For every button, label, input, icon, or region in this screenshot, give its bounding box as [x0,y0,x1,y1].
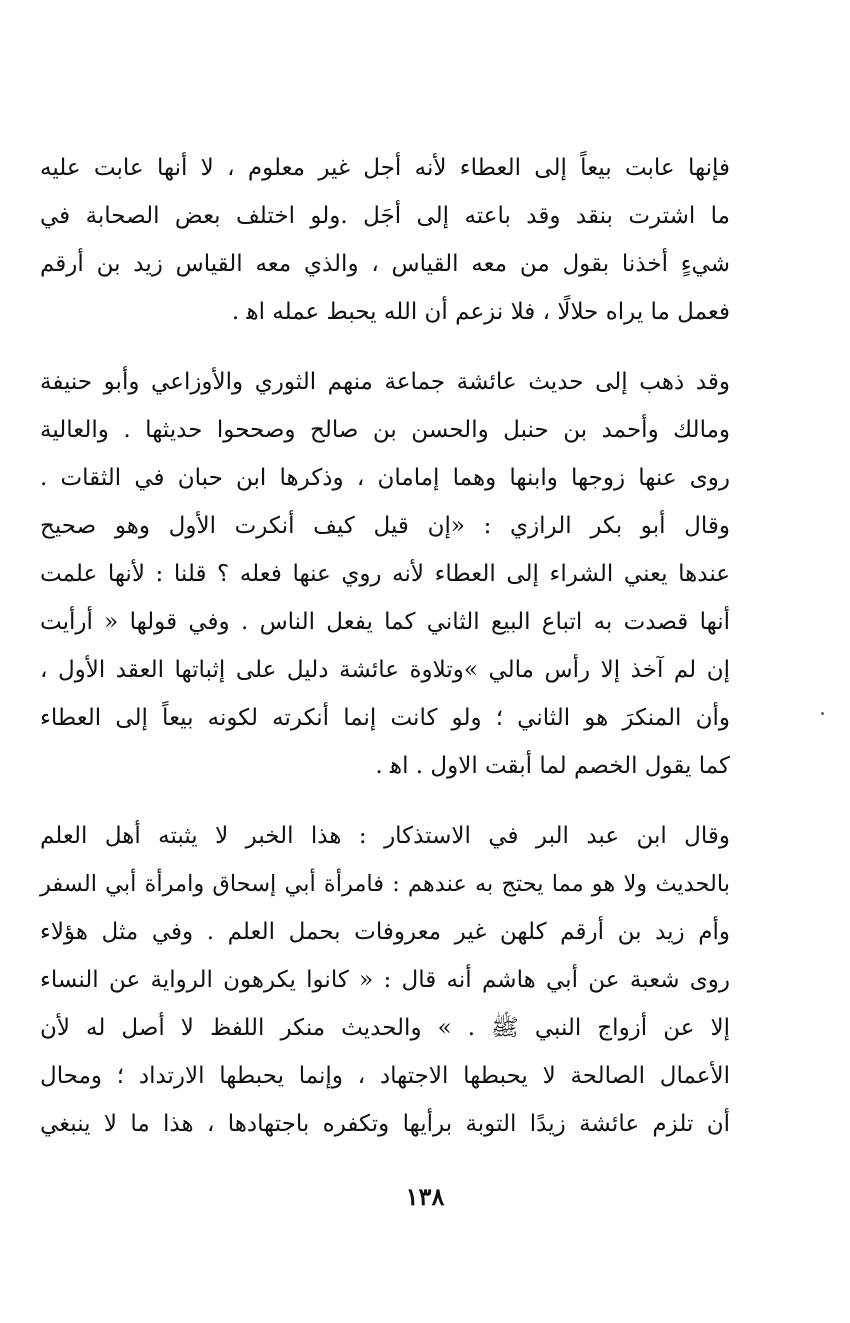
text-line: روى شعبة عن أبي هاشم أنه قال : « كانوا يكرهون الرواية عن النساء [40,967,730,993]
text-line: أن تلزم عائشة زيدًا التوبة برأيها وتكفره باجتهادها ، هذا ما لا ينبغي [40,1111,730,1137]
paragraph-3 [40,812,730,1148]
paragraph-2 [40,358,730,790]
text-line: إلا عن أزواج النبي ﷺ . » والحديث منكر اللفظ لا أصل له لأن [40,1015,730,1041]
text-line: وأم زيد بن أرقم كلهن غير معروفات بحمل العلم . وفي مثل هؤلاء [40,919,730,945]
text-line: وقال أبو بكر الرازي : «إن قيل كيف أنكرت الأول وهو صحيح [40,513,730,539]
text-line: إن لم آخذ إلا رأس مالي »وتلاوة عائشة دليل على إثباتها العقد الأول ، [40,657,730,683]
scan-speck [821,712,824,715]
text-line: فإنها عابت بيعاً إلى العطاء لأنه أجل غير معلوم ، لا أنها عابت عليه [40,155,730,181]
text-line: شيءٍ أخذنا بقول من معه القياس ، والذي معه القياس زيد بن أرقم [40,251,730,277]
text-line: كما يقول الخصم لما أبقت الاول . اﻫ . [375,753,730,779]
text-line: عندها يعني الشراء إلى العطاء لأنه روي عنها فعله ؟ قلنا : لأنها علمت [40,561,730,587]
text-line: وأن المنكرَ هو الثاني ؛ ولو كانت إنما أنكرته لكونه بيعاً إلى العطاء [40,705,730,731]
text-line: روى عنها زوجها وابنها وهما إمامان ، وذكرها ابن حبان في الثقات . [40,465,730,491]
paragraph-1 [40,144,730,336]
text-line: الأعمال الصالحة لا يحبطها الاجتهاد ، وإنما يحبطها الارتداد ؛ ومحال [40,1063,730,1089]
text-line: وقال ابن عبد البر في الاستذكار : هذا الخبر لا يثبته أهل العلم [40,823,730,849]
text-line: أنها قصدت به اتباع البيع الثاني كما يفعل الناس . وفي قولها « أرأيت [40,609,730,635]
text-line: ما اشترت بنقد وقد باعته إلى أجَل .ولو اختلف بعض الصحابة في [40,203,730,229]
text-line: بالحديث ولا هو مما يحتج به عندهم : فامرأة أبي إسحاق وامرأة أبي السفر [40,871,730,897]
text-line: فعمل ما يراه حلالًا ، فلا نزعم أن الله يحبط عمله اﻫ . [231,299,730,325]
page-number: ١٣٨ [405,1182,445,1211]
text-line: وقد ذهب إلى حديث عائشة جماعة منهم الثوري والأوزاعي وأبو حنيفة [40,369,730,395]
text-line: ومالك وأحمد بن حنبل والحسن بن صالح وصححوا حديثها . والعالية [40,417,730,443]
